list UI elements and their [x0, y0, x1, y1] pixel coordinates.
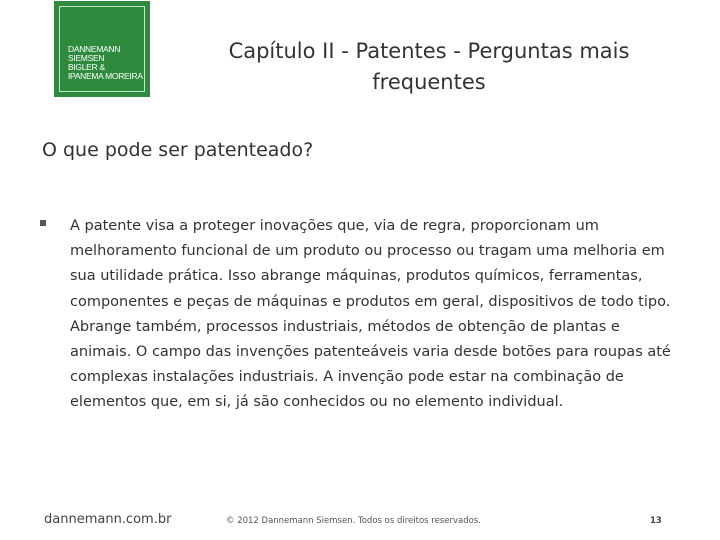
slide-title-line: frequentes [372, 70, 486, 94]
slide-title-line: Capítulo II - Patentes - Perguntas mais [228, 39, 630, 63]
bullet-line: elementos que, em si, já são conhecidos ou no elemento individual. [70, 394, 564, 411]
bullet-line: melhoramento funcional de um produto ou processo ou tragam uma melhoria em [70, 243, 665, 260]
logo-line: SIEMSEN [68, 53, 105, 63]
square-bullet-icon [40, 220, 46, 226]
footer-website: dannemann.com.br [44, 512, 172, 527]
footer-copyright: © 2012 Dannemann Siemsen. Todos os direitos reservados. [226, 516, 481, 526]
logo-frame [59, 6, 145, 92]
logo-line: BIGLER & [68, 62, 105, 72]
bullet-line: componentes e peças de máquinas e produtos em geral, dispositivos de todo tipo. [70, 293, 671, 310]
section-question: O que pode ser patenteado? [42, 139, 314, 161]
bullet-line: sua utilidade prática. Isso abrange máquinas, produtos químicos, ferramentas, [70, 268, 643, 285]
bullet-line: Abrange também, processos industriais, métodos de obtenção de plantas e [70, 318, 620, 335]
logo-line: DANNEMANN [68, 44, 121, 54]
company-logo [54, 1, 150, 97]
page-number: 13 [650, 516, 662, 526]
logo-wordmark [68, 45, 143, 81]
bullet-text [70, 214, 678, 416]
bullet-line: complexas instalações industriais. A invenção pode estar na combinação de [70, 369, 624, 386]
logo-line: IPANEMA MOREIRA [68, 71, 143, 81]
bullet-line: animais. O campo das invenções patenteáveis varia desde botões para roupas até [70, 344, 671, 361]
slide-title [185, 36, 673, 98]
bullet-line: A patente visa a proteger inovações que, via de regra, proporcionam um [70, 218, 599, 234]
